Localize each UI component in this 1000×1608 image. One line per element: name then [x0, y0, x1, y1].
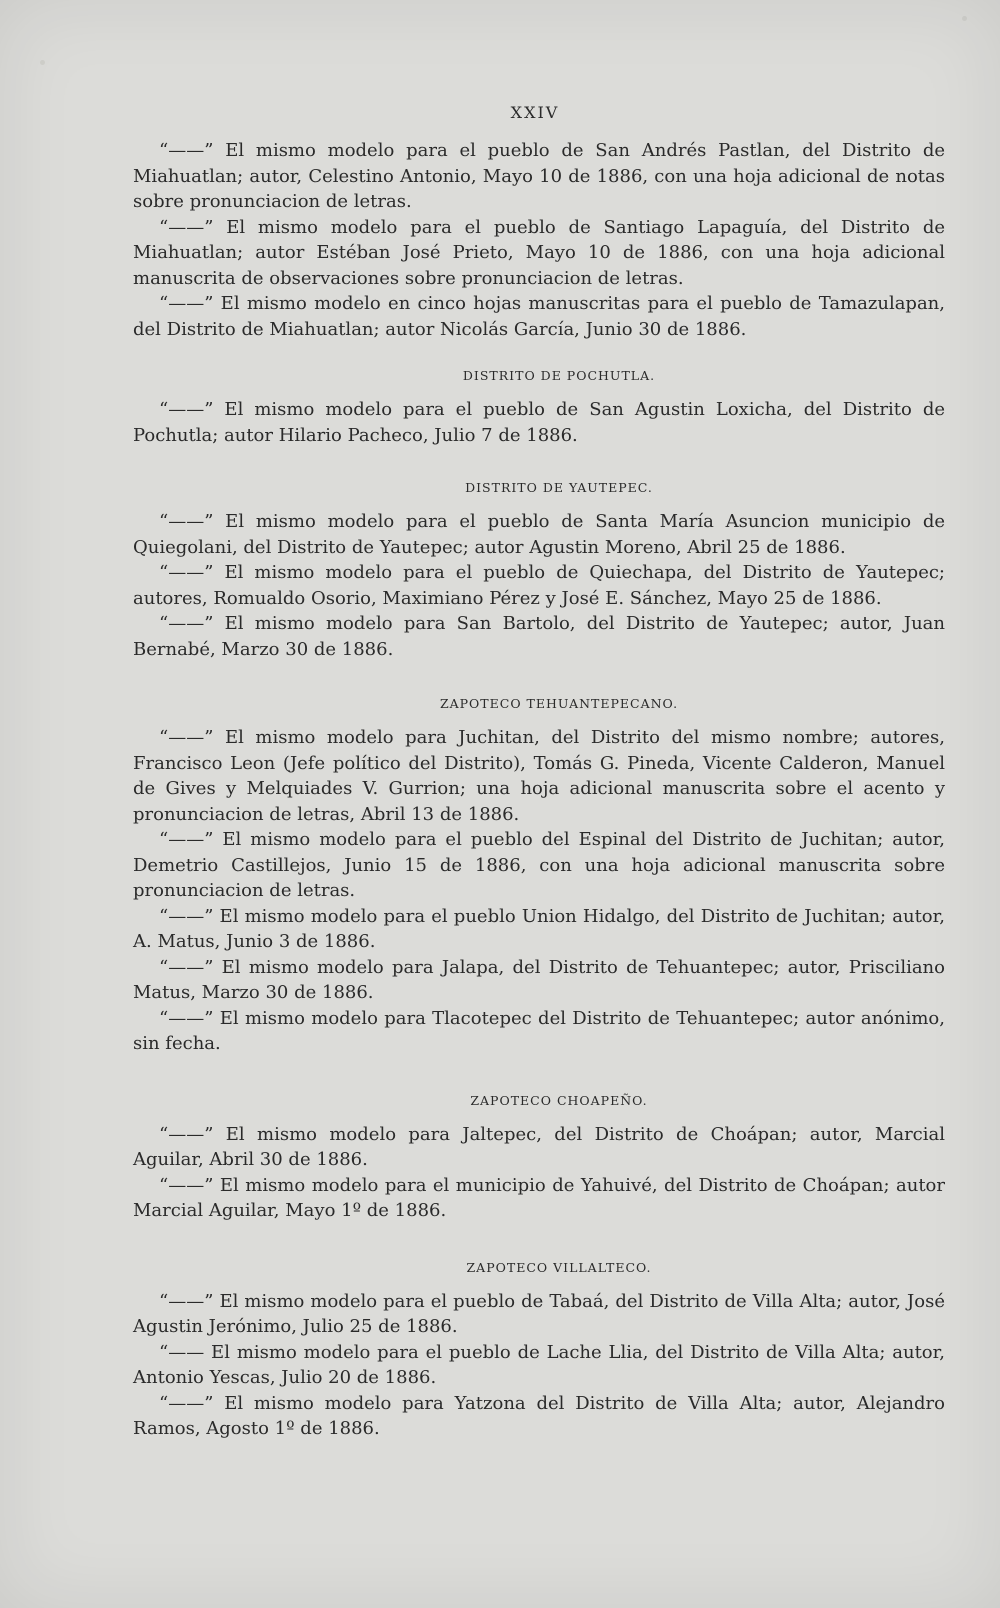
section-heading: DISTRITO DE POCHUTLA. [462, 368, 656, 383]
section-heading: ZAPOTECO CHOAPEÑO. [470, 1092, 648, 1108]
catalog-entry: “——” El mismo modelo para el pueblo de Tabaá, del Distrito de Villa Alta; autor, José Agustin Jerónimo, Julio 25 de 1886. [133, 1290, 945, 1337]
catalog-entry: “——” El mismo modelo para el pueblo de San Agustin Loxicha, del Distrito de Pochutla; autor Hilario Pacheco, Julio 7 de 1886. [133, 399, 945, 446]
catalog-entry: “——” El mismo modelo para Juchitan, del Distrito del mismo nombre; autores, Francisco Leon (Jefe político del Distrito), Tomás G. Pineda, Vicente Calderon, Manuel de Gives y Melquiades V. Gurrion; una hoja adicional manuscrita sobre el acento y pronunciacion de letras, Abril 13 de 1886. [133, 727, 945, 825]
catalog-entry: “——” El mismo modelo para el pueblo de Quiechapa, del Distrito de Yautepec; autores, Romualdo Osorio, Maximiano Pérez y José E. Sánchez, Mayo 25 de 1886. [133, 562, 945, 609]
catalog-entry: “——” El mismo modelo para el pueblo de Santiago Lapaguía, del Distrito de Miahuatlan; autor Estéban José Prieto, Mayo 10 de 1886, con una hoja adicional manuscrita de observaciones sobre pronunciacion de letras. [133, 216, 945, 289]
catalog-entry: “——” El mismo modelo para San Bartolo, del Distrito de Yautepec; autor, Juan Bernabé, Marzo 30 de 1886. [133, 613, 945, 660]
catalog-entry: “——” El mismo modelo para Jaltepec, del Distrito de Choápan; autor, Marcial Aguilar, Abril 30 de 1886. [133, 1123, 945, 1170]
catalog-entry: “——” El mismo modelo en cinco hojas manuscritas para el pueblo de Tamazulapan, del Distrito de Miahuatlan; autor Nicolás García, Junio 30 de 1886. [133, 293, 945, 340]
catalog-entry: “——” El mismo modelo para el pueblo de San Andrés Pastlan, del Distrito de Miahuatlan; autor, Celestino Antonio, Mayo 10 de 1886, con una hoja adicional de notas sobre pronunciacion de letras. [133, 140, 945, 212]
catalog-entry: “——” El mismo modelo para Yatzona del Distrito de Villa Alta; autor, Alejandro Ramos, Agosto 1º de 1886. [133, 1392, 945, 1439]
paper-stain [40, 60, 45, 65]
catalog-entry: “——” El mismo modelo para el pueblo de Santa María Asuncion municipio de Quiegolani, del Distrito de Yautepec; autor Agustin Moreno, Abril 25 de 1886. [133, 511, 945, 558]
catalog-entry: “——” El mismo modelo para el pueblo Union Hidalgo, del Distrito de Juchitan; autor, A. Matus, Junio 3 de 1886. [133, 905, 945, 952]
catalog-entry: “——” El mismo modelo para Jalapa, del Distrito de Tehuantepec; autor, Prisciliano Matus, Marzo 30 de 1886. [133, 956, 945, 1003]
section-heading: DISTRITO DE YAUTEPEC. [465, 480, 653, 495]
page-number: XXIV [510, 103, 560, 122]
paper-stain [962, 16, 967, 21]
catalog-entry: “——” El mismo modelo para el pueblo del Espinal del Distrito de Juchitan; autor, Demetrio Castillejos, Junio 15 de 1886, con una hoja adicional manuscrita sobre pronunciacion de letras. [133, 829, 945, 901]
catalog-entry: “——” El mismo modelo para Tlacotepec del Distrito de Tehuantepec; autor anónimo, sin fecha. [133, 1007, 945, 1054]
section-heading: ZAPOTECO VILLALTECO. [466, 1259, 652, 1275]
catalog-entry: “—— El mismo modelo para el pueblo de Lache Llia, del Distrito de Villa Alta; autor, Antonio Yescas, Julio 20 de 1886. [133, 1341, 945, 1388]
section-heading: ZAPOTECO TEHUANTEPECANO. [439, 696, 679, 711]
catalog-entry: “——” El mismo modelo para el municipio de Yahuivé, del Distrito de Choápan; autor Marcial Aguilar, Mayo 1º de 1886. [133, 1174, 945, 1221]
catalog-text [133, 138, 945, 1442]
